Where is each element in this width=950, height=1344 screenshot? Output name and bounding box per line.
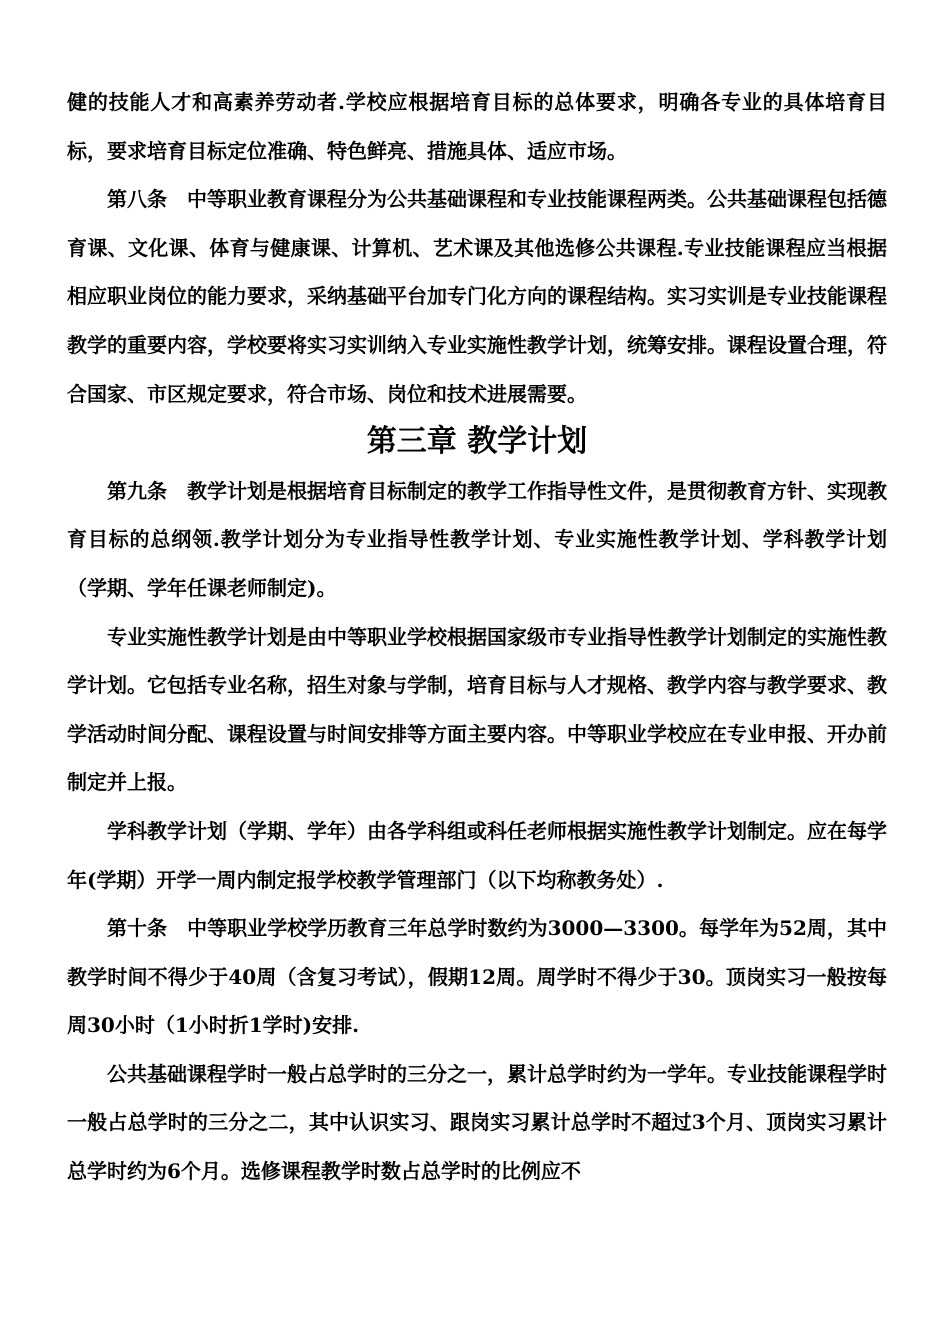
paragraph-article-9: 第九条 教学计划是根据培育目标制定的教学工作指导性文件，是贯彻教育方针、实现教育目标的总纲领.教学计划分为专业指导性教学计划、专业实施性教学计划、学科教学计划（学期、学年任课老师制定)。 [67, 478, 887, 600]
paragraph-training-goals: 健的技能人才和高素养劳动者.学校应根据培育目标的总体要求，明确各专业的具体培育目标，要求培育目标定位准确、特色鲜亮、措施具体、适应市场。 [67, 90, 887, 163]
paragraph-implementation-plan: 专业实施性教学计划是由中等职业学校根据国家级市专业指导性教学计划制定的实施性教学计划。它包括专业名称，招生对象与学制，培育目标与人才规格、教学内容与教学要求、教学活动时间分配、课程设置与时间安排等方面主要内容。中等职业学校应在专业申报、开办前制定并上报。 [67, 624, 887, 795]
paragraph-subject-plan: 学科教学计划（学期、学年）由各学科组或科任老师根据实施性教学计划制定。应在每学年(学期）开学一周内制定报学校教学管理部门（以下均称教务处）. [67, 818, 887, 892]
paragraph-article-10: 第十条 中等职业学校学历教育三年总学时数约为3000—3300。每学年为52周，其中教学时间不得少于40周（含复习考试），假期12周。周学时不得少于30。顶岗实习一般按每周30小时（1小时折1学时)安排. [67, 916, 887, 1038]
chapter-title: 第三章 教学计划 [366, 424, 588, 460]
document-page [67, 78, 887, 1196]
paragraph-article-8: 第八条 中等职业教育课程分为公共基础课程和专业技能课程两类。公共基础课程包括德育课、文化课、体育与健康课、计算机、艺术课及其他选修公共课程.专业技能课程应当根据相应职业岗位的能力要求，采纳基础平台加专门化方向的课程结构。实习实训是专业技能课程教学的重要内容，学校要将实习实训纳入专业实施性教学计划，统筹安排。课程设置合理，符合国家、市区规定要求，符合市场、岗位和技术进展需要。 [67, 187, 887, 406]
paragraph-course-hours: 公共基础课程学时一般占总学时的三分之一，累计总学时约为一学年。专业技能课程学时一般占总学时的三分之二，其中认识实习、跟岗实习累计总学时不超过3个月、顶岗实习累计总学时约为6个月。选修课程教学时数占总学时的比例应不 [67, 1061, 887, 1184]
